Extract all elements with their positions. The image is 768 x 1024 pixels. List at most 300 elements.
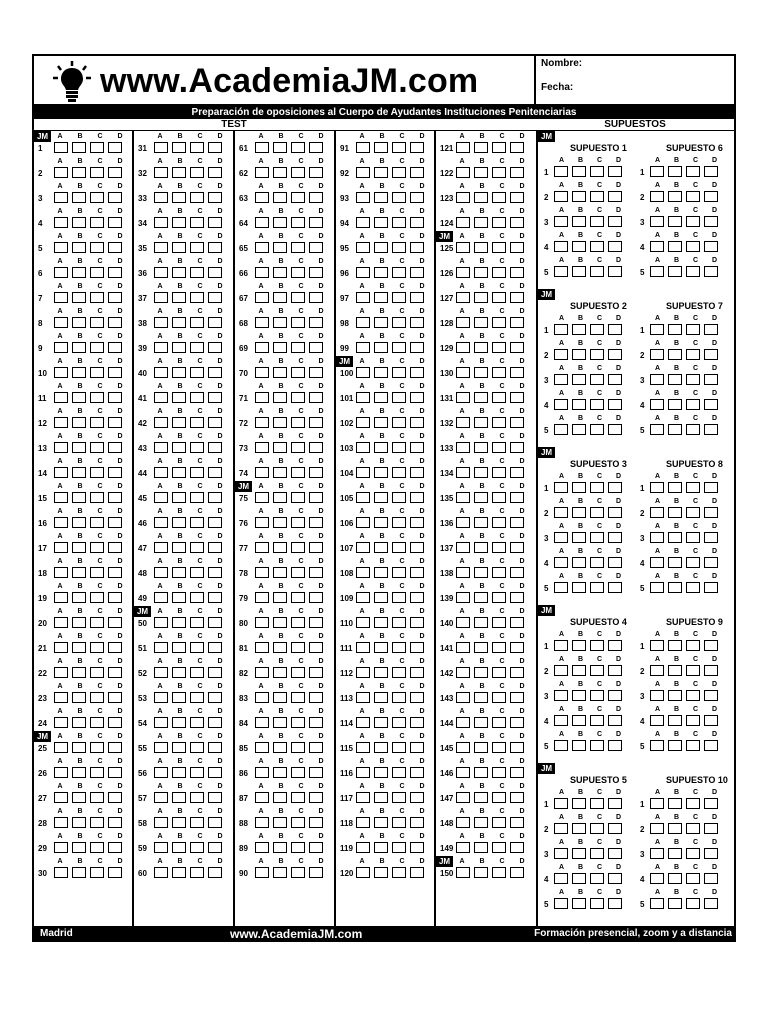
answer-box-b[interactable] xyxy=(273,467,287,478)
answer-box-d[interactable] xyxy=(108,317,122,328)
answer-box-c[interactable] xyxy=(90,167,104,178)
answer-box-d[interactable] xyxy=(208,292,222,303)
answer-box-a[interactable] xyxy=(554,532,568,543)
answer-box-a[interactable] xyxy=(255,717,269,728)
answer-box-c[interactable] xyxy=(190,267,204,278)
answer-box-b[interactable] xyxy=(72,392,86,403)
answer-box-d[interactable] xyxy=(410,342,424,353)
answer-box-a[interactable] xyxy=(154,642,168,653)
answer-box-b[interactable] xyxy=(374,842,388,853)
answer-box-b[interactable] xyxy=(374,567,388,578)
answer-box-a[interactable] xyxy=(356,767,370,778)
answer-box-d[interactable] xyxy=(410,792,424,803)
answer-box-c[interactable] xyxy=(492,442,506,453)
answer-box-a[interactable] xyxy=(54,817,68,828)
answer-box-c[interactable] xyxy=(190,567,204,578)
answer-box-c[interactable] xyxy=(392,742,406,753)
answer-box-b[interactable] xyxy=(172,292,186,303)
answer-box-d[interactable] xyxy=(704,798,718,809)
answer-box-d[interactable] xyxy=(510,867,524,878)
answer-box-a[interactable] xyxy=(255,417,269,428)
answer-box-c[interactable] xyxy=(686,482,700,493)
answer-box-a[interactable] xyxy=(255,842,269,853)
answer-box-d[interactable] xyxy=(108,842,122,853)
answer-box-a[interactable] xyxy=(356,492,370,503)
answer-box-b[interactable] xyxy=(72,492,86,503)
answer-box-b[interactable] xyxy=(374,192,388,203)
answer-box-b[interactable] xyxy=(273,717,287,728)
answer-box-a[interactable] xyxy=(554,166,568,177)
answer-box-c[interactable] xyxy=(392,767,406,778)
answer-box-b[interactable] xyxy=(72,467,86,478)
answer-box-b[interactable] xyxy=(374,742,388,753)
answer-box-a[interactable] xyxy=(356,792,370,803)
answer-box-d[interactable] xyxy=(410,292,424,303)
answer-box-a[interactable] xyxy=(356,542,370,553)
answer-box-a[interactable] xyxy=(554,324,568,335)
answer-box-d[interactable] xyxy=(510,492,524,503)
answer-box-d[interactable] xyxy=(704,715,718,726)
answer-box-b[interactable] xyxy=(474,642,488,653)
answer-box-c[interactable] xyxy=(291,142,305,153)
answer-box-b[interactable] xyxy=(273,492,287,503)
answer-box-a[interactable] xyxy=(255,292,269,303)
answer-box-a[interactable] xyxy=(356,467,370,478)
answer-box-a[interactable] xyxy=(54,142,68,153)
answer-box-c[interactable] xyxy=(492,492,506,503)
answer-box-a[interactable] xyxy=(154,242,168,253)
answer-box-a[interactable] xyxy=(356,842,370,853)
answer-box-d[interactable] xyxy=(108,192,122,203)
answer-box-c[interactable] xyxy=(492,317,506,328)
answer-box-d[interactable] xyxy=(510,217,524,228)
answer-box-d[interactable] xyxy=(309,867,323,878)
answer-box-d[interactable] xyxy=(704,532,718,543)
answer-box-d[interactable] xyxy=(410,767,424,778)
answer-box-c[interactable] xyxy=(392,142,406,153)
answer-box-c[interactable] xyxy=(492,567,506,578)
answer-box-b[interactable] xyxy=(474,742,488,753)
answer-box-d[interactable] xyxy=(309,242,323,253)
answer-box-d[interactable] xyxy=(108,742,122,753)
answer-box-c[interactable] xyxy=(590,482,604,493)
answer-box-b[interactable] xyxy=(72,567,86,578)
answer-box-d[interactable] xyxy=(510,692,524,703)
answer-box-d[interactable] xyxy=(608,424,622,435)
answer-box-b[interactable] xyxy=(374,692,388,703)
answer-box-c[interactable] xyxy=(90,817,104,828)
answer-box-a[interactable] xyxy=(255,242,269,253)
answer-box-c[interactable] xyxy=(392,442,406,453)
answer-box-d[interactable] xyxy=(309,817,323,828)
answer-box-b[interactable] xyxy=(273,567,287,578)
answer-box-c[interactable] xyxy=(291,742,305,753)
answer-box-d[interactable] xyxy=(410,317,424,328)
answer-box-c[interactable] xyxy=(590,873,604,884)
answer-box-a[interactable] xyxy=(54,742,68,753)
answer-box-c[interactable] xyxy=(686,216,700,227)
answer-box-a[interactable] xyxy=(456,442,470,453)
answer-box-b[interactable] xyxy=(572,374,586,385)
answer-box-b[interactable] xyxy=(572,324,586,335)
answer-box-d[interactable] xyxy=(108,242,122,253)
answer-box-d[interactable] xyxy=(108,592,122,603)
answer-box-b[interactable] xyxy=(374,492,388,503)
answer-box-b[interactable] xyxy=(668,582,682,593)
answer-box-a[interactable] xyxy=(255,467,269,478)
answer-box-c[interactable] xyxy=(90,692,104,703)
answer-box-a[interactable] xyxy=(356,292,370,303)
answer-box-d[interactable] xyxy=(608,715,622,726)
answer-box-c[interactable] xyxy=(392,867,406,878)
answer-box-d[interactable] xyxy=(704,640,718,651)
answer-box-b[interactable] xyxy=(474,367,488,378)
answer-box-d[interactable] xyxy=(410,267,424,278)
answer-box-b[interactable] xyxy=(172,517,186,528)
answer-box-b[interactable] xyxy=(668,191,682,202)
answer-box-a[interactable] xyxy=(54,592,68,603)
answer-box-c[interactable] xyxy=(392,342,406,353)
answer-box-b[interactable] xyxy=(273,592,287,603)
answer-box-c[interactable] xyxy=(590,898,604,909)
answer-box-a[interactable] xyxy=(356,717,370,728)
answer-box-c[interactable] xyxy=(90,442,104,453)
answer-box-a[interactable] xyxy=(154,592,168,603)
answer-box-c[interactable] xyxy=(90,742,104,753)
answer-box-b[interactable] xyxy=(474,142,488,153)
answer-box-c[interactable] xyxy=(291,417,305,428)
answer-box-d[interactable] xyxy=(208,592,222,603)
answer-box-b[interactable] xyxy=(572,798,586,809)
answer-box-b[interactable] xyxy=(668,873,682,884)
answer-box-b[interactable] xyxy=(474,617,488,628)
answer-box-b[interactable] xyxy=(273,242,287,253)
answer-box-b[interactable] xyxy=(72,417,86,428)
answer-box-d[interactable] xyxy=(608,399,622,410)
answer-box-c[interactable] xyxy=(590,324,604,335)
answer-box-d[interactable] xyxy=(608,690,622,701)
answer-box-b[interactable] xyxy=(72,167,86,178)
answer-box-a[interactable] xyxy=(54,467,68,478)
answer-box-b[interactable] xyxy=(172,742,186,753)
answer-box-a[interactable] xyxy=(356,267,370,278)
answer-box-a[interactable] xyxy=(356,392,370,403)
answer-box-a[interactable] xyxy=(54,217,68,228)
answer-box-d[interactable] xyxy=(208,417,222,428)
answer-box-b[interactable] xyxy=(572,898,586,909)
answer-box-b[interactable] xyxy=(72,192,86,203)
answer-box-c[interactable] xyxy=(492,217,506,228)
answer-box-a[interactable] xyxy=(456,617,470,628)
answer-box-d[interactable] xyxy=(108,867,122,878)
answer-box-d[interactable] xyxy=(208,642,222,653)
answer-box-b[interactable] xyxy=(273,192,287,203)
answer-box-b[interactable] xyxy=(72,642,86,653)
answer-box-a[interactable] xyxy=(650,898,664,909)
answer-box-b[interactable] xyxy=(572,665,586,676)
answer-box-b[interactable] xyxy=(474,317,488,328)
answer-box-c[interactable] xyxy=(90,717,104,728)
answer-box-c[interactable] xyxy=(291,267,305,278)
answer-box-a[interactable] xyxy=(154,317,168,328)
answer-box-a[interactable] xyxy=(456,817,470,828)
answer-box-d[interactable] xyxy=(410,242,424,253)
answer-box-b[interactable] xyxy=(668,374,682,385)
answer-box-c[interactable] xyxy=(392,567,406,578)
answer-box-c[interactable] xyxy=(291,692,305,703)
answer-box-c[interactable] xyxy=(190,867,204,878)
answer-box-c[interactable] xyxy=(686,823,700,834)
answer-box-b[interactable] xyxy=(474,717,488,728)
answer-box-a[interactable] xyxy=(554,740,568,751)
answer-box-c[interactable] xyxy=(392,617,406,628)
answer-box-b[interactable] xyxy=(172,267,186,278)
answer-box-b[interactable] xyxy=(668,482,682,493)
answer-box-d[interactable] xyxy=(208,492,222,503)
answer-box-d[interactable] xyxy=(108,417,122,428)
answer-box-a[interactable] xyxy=(554,848,568,859)
answer-box-c[interactable] xyxy=(392,817,406,828)
answer-box-d[interactable] xyxy=(309,667,323,678)
answer-box-d[interactable] xyxy=(108,667,122,678)
answer-box-a[interactable] xyxy=(456,192,470,203)
answer-box-a[interactable] xyxy=(650,715,664,726)
answer-box-a[interactable] xyxy=(154,567,168,578)
answer-box-d[interactable] xyxy=(704,582,718,593)
answer-box-d[interactable] xyxy=(410,367,424,378)
answer-box-a[interactable] xyxy=(255,692,269,703)
answer-box-a[interactable] xyxy=(154,367,168,378)
answer-box-a[interactable] xyxy=(54,367,68,378)
answer-box-c[interactable] xyxy=(291,617,305,628)
answer-box-a[interactable] xyxy=(54,317,68,328)
answer-box-c[interactable] xyxy=(492,267,506,278)
answer-box-c[interactable] xyxy=(190,592,204,603)
answer-box-a[interactable] xyxy=(356,692,370,703)
answer-box-a[interactable] xyxy=(356,517,370,528)
answer-box-d[interactable] xyxy=(608,191,622,202)
answer-box-d[interactable] xyxy=(309,392,323,403)
answer-box-c[interactable] xyxy=(590,690,604,701)
answer-box-d[interactable] xyxy=(704,690,718,701)
answer-box-c[interactable] xyxy=(686,324,700,335)
answer-box-b[interactable] xyxy=(572,424,586,435)
answer-box-d[interactable] xyxy=(108,142,122,153)
answer-box-c[interactable] xyxy=(190,767,204,778)
answer-box-d[interactable] xyxy=(510,567,524,578)
answer-box-a[interactable] xyxy=(554,374,568,385)
answer-box-a[interactable] xyxy=(54,867,68,878)
answer-box-d[interactable] xyxy=(510,592,524,603)
answer-box-b[interactable] xyxy=(374,867,388,878)
answer-box-d[interactable] xyxy=(510,667,524,678)
answer-box-b[interactable] xyxy=(572,690,586,701)
answer-box-a[interactable] xyxy=(650,216,664,227)
answer-box-d[interactable] xyxy=(510,167,524,178)
answer-box-c[interactable] xyxy=(392,517,406,528)
answer-box-b[interactable] xyxy=(273,667,287,678)
answer-box-d[interactable] xyxy=(510,317,524,328)
answer-box-c[interactable] xyxy=(492,742,506,753)
answer-box-d[interactable] xyxy=(108,167,122,178)
answer-box-b[interactable] xyxy=(668,823,682,834)
answer-box-c[interactable] xyxy=(90,842,104,853)
answer-box-c[interactable] xyxy=(291,192,305,203)
answer-box-b[interactable] xyxy=(668,848,682,859)
answer-box-a[interactable] xyxy=(154,617,168,628)
answer-box-d[interactable] xyxy=(704,266,718,277)
answer-box-c[interactable] xyxy=(686,640,700,651)
answer-box-a[interactable] xyxy=(255,542,269,553)
answer-box-c[interactable] xyxy=(492,392,506,403)
answer-box-a[interactable] xyxy=(356,667,370,678)
answer-box-c[interactable] xyxy=(291,767,305,778)
answer-box-a[interactable] xyxy=(54,642,68,653)
answer-box-b[interactable] xyxy=(172,642,186,653)
answer-box-c[interactable] xyxy=(190,417,204,428)
answer-box-a[interactable] xyxy=(154,792,168,803)
answer-box-a[interactable] xyxy=(650,532,664,543)
answer-box-c[interactable] xyxy=(492,692,506,703)
answer-box-d[interactable] xyxy=(108,267,122,278)
answer-box-a[interactable] xyxy=(554,715,568,726)
answer-box-d[interactable] xyxy=(608,823,622,834)
answer-box-d[interactable] xyxy=(608,166,622,177)
answer-box-d[interactable] xyxy=(510,617,524,628)
answer-box-a[interactable] xyxy=(356,442,370,453)
answer-box-d[interactable] xyxy=(208,842,222,853)
answer-box-b[interactable] xyxy=(474,292,488,303)
answer-box-c[interactable] xyxy=(392,367,406,378)
answer-box-d[interactable] xyxy=(704,898,718,909)
answer-box-b[interactable] xyxy=(273,542,287,553)
answer-box-b[interactable] xyxy=(172,567,186,578)
answer-box-b[interactable] xyxy=(668,349,682,360)
answer-box-d[interactable] xyxy=(208,217,222,228)
answer-box-c[interactable] xyxy=(492,517,506,528)
answer-box-b[interactable] xyxy=(172,592,186,603)
answer-box-a[interactable] xyxy=(554,241,568,252)
answer-box-b[interactable] xyxy=(668,715,682,726)
answer-box-c[interactable] xyxy=(590,798,604,809)
answer-box-a[interactable] xyxy=(356,342,370,353)
answer-box-b[interactable] xyxy=(474,217,488,228)
answer-box-b[interactable] xyxy=(474,517,488,528)
answer-box-c[interactable] xyxy=(392,592,406,603)
answer-box-c[interactable] xyxy=(291,167,305,178)
answer-box-b[interactable] xyxy=(374,792,388,803)
answer-box-c[interactable] xyxy=(590,582,604,593)
answer-box-b[interactable] xyxy=(72,517,86,528)
answer-box-b[interactable] xyxy=(72,792,86,803)
answer-box-d[interactable] xyxy=(309,517,323,528)
answer-box-b[interactable] xyxy=(374,592,388,603)
answer-box-c[interactable] xyxy=(392,542,406,553)
answer-box-d[interactable] xyxy=(309,592,323,603)
answer-box-c[interactable] xyxy=(590,557,604,568)
answer-box-a[interactable] xyxy=(255,642,269,653)
answer-box-d[interactable] xyxy=(510,292,524,303)
answer-box-a[interactable] xyxy=(456,542,470,553)
answer-box-d[interactable] xyxy=(510,417,524,428)
answer-box-b[interactable] xyxy=(172,167,186,178)
answer-box-c[interactable] xyxy=(90,792,104,803)
answer-box-b[interactable] xyxy=(668,424,682,435)
answer-box-b[interactable] xyxy=(572,823,586,834)
answer-box-c[interactable] xyxy=(492,342,506,353)
answer-box-c[interactable] xyxy=(590,191,604,202)
answer-box-a[interactable] xyxy=(650,349,664,360)
answer-box-a[interactable] xyxy=(255,567,269,578)
answer-box-c[interactable] xyxy=(686,241,700,252)
answer-box-a[interactable] xyxy=(650,324,664,335)
answer-box-b[interactable] xyxy=(474,692,488,703)
answer-box-b[interactable] xyxy=(273,517,287,528)
answer-box-d[interactable] xyxy=(608,374,622,385)
answer-box-d[interactable] xyxy=(108,442,122,453)
answer-box-d[interactable] xyxy=(608,582,622,593)
answer-box-a[interactable] xyxy=(650,507,664,518)
answer-box-c[interactable] xyxy=(590,848,604,859)
answer-box-b[interactable] xyxy=(572,557,586,568)
answer-box-b[interactable] xyxy=(273,742,287,753)
answer-box-d[interactable] xyxy=(410,392,424,403)
answer-box-c[interactable] xyxy=(90,467,104,478)
answer-box-c[interactable] xyxy=(492,617,506,628)
answer-box-a[interactable] xyxy=(154,192,168,203)
answer-box-c[interactable] xyxy=(190,192,204,203)
answer-box-b[interactable] xyxy=(474,767,488,778)
answer-box-b[interactable] xyxy=(474,592,488,603)
answer-box-a[interactable] xyxy=(54,342,68,353)
answer-box-d[interactable] xyxy=(410,817,424,828)
answer-box-b[interactable] xyxy=(374,292,388,303)
answer-box-d[interactable] xyxy=(510,792,524,803)
answer-box-d[interactable] xyxy=(510,642,524,653)
answer-box-a[interactable] xyxy=(456,692,470,703)
answer-box-a[interactable] xyxy=(554,266,568,277)
answer-box-c[interactable] xyxy=(686,532,700,543)
answer-box-b[interactable] xyxy=(474,392,488,403)
answer-box-a[interactable] xyxy=(456,867,470,878)
answer-box-c[interactable] xyxy=(686,665,700,676)
answer-box-a[interactable] xyxy=(54,542,68,553)
answer-box-b[interactable] xyxy=(172,367,186,378)
answer-box-a[interactable] xyxy=(154,442,168,453)
answer-box-b[interactable] xyxy=(374,542,388,553)
answer-box-b[interactable] xyxy=(172,667,186,678)
answer-box-d[interactable] xyxy=(208,792,222,803)
answer-box-d[interactable] xyxy=(510,767,524,778)
answer-box-c[interactable] xyxy=(590,216,604,227)
answer-box-d[interactable] xyxy=(108,692,122,703)
answer-box-b[interactable] xyxy=(374,767,388,778)
answer-box-d[interactable] xyxy=(510,392,524,403)
answer-box-c[interactable] xyxy=(686,690,700,701)
answer-box-a[interactable] xyxy=(255,342,269,353)
answer-box-d[interactable] xyxy=(704,823,718,834)
answer-box-a[interactable] xyxy=(255,742,269,753)
answer-box-b[interactable] xyxy=(668,324,682,335)
answer-box-a[interactable] xyxy=(456,167,470,178)
answer-box-d[interactable] xyxy=(704,873,718,884)
answer-box-c[interactable] xyxy=(291,517,305,528)
answer-box-b[interactable] xyxy=(474,667,488,678)
answer-box-b[interactable] xyxy=(273,792,287,803)
answer-box-b[interactable] xyxy=(72,742,86,753)
answer-box-a[interactable] xyxy=(650,266,664,277)
answer-box-b[interactable] xyxy=(474,467,488,478)
